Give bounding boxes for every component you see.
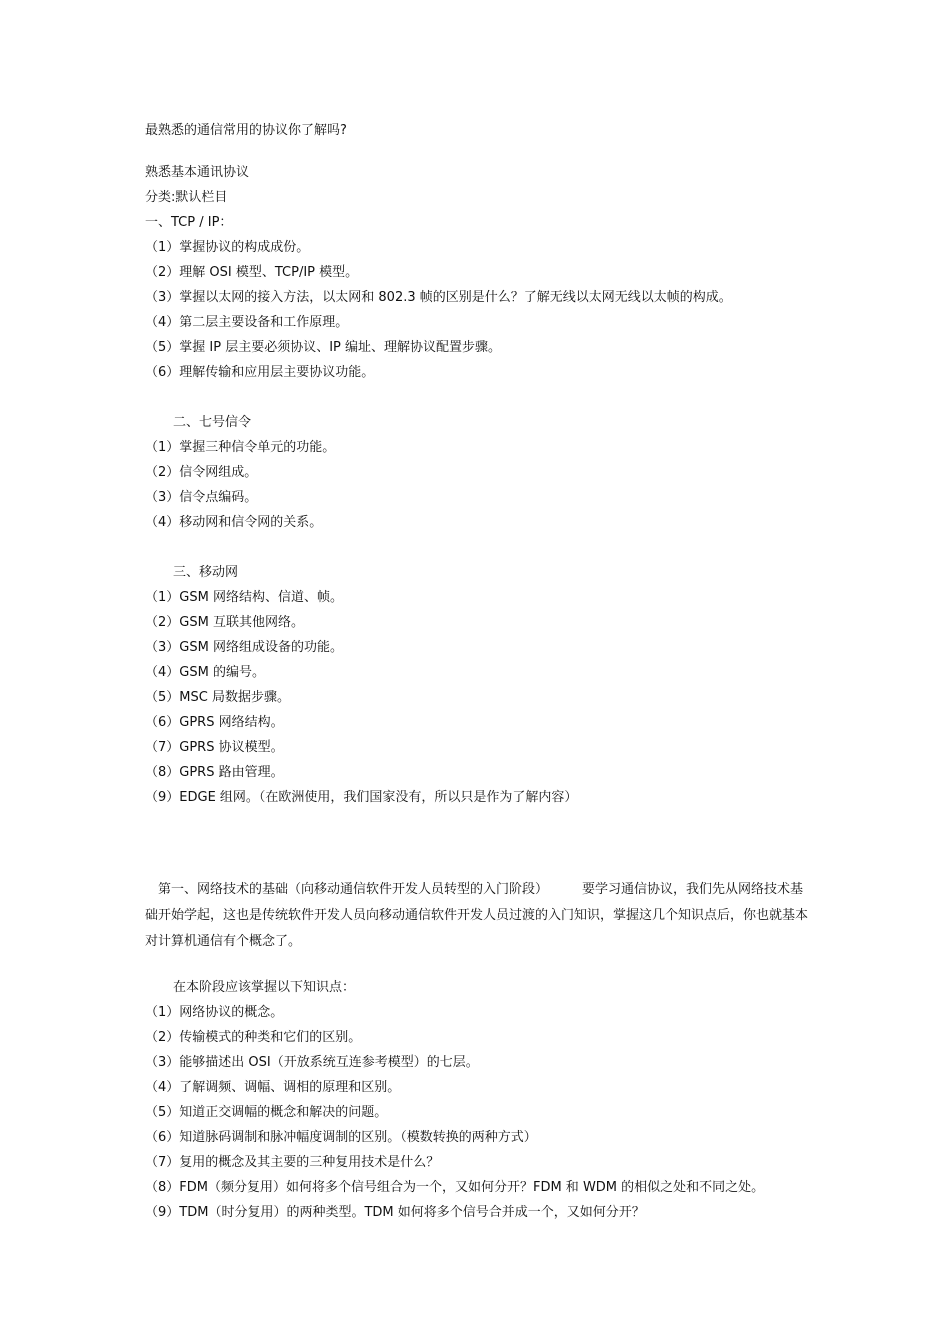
list-item: （6）GPRS 网络结构。 [145,715,284,730]
list-item: （3）信令点编码。 [145,490,258,505]
list-item: （6）理解传输和应用层主要协议功能。 [145,365,375,380]
document-subtitle: 熟悉基本通讯协议 [145,165,250,180]
paragraph-body: 要学习通信协议，我们先从网络技术基础开始学起，这也是传统软件开发人员向移动通信软件开发人员过渡的入门知识，掌握这几个知识点后，你也就基本对计算机通信有个概念了。 [145,882,809,949]
list-item: （4）移动网和信令网的关系。 [145,515,323,530]
list-item: （3）能够描述出 OSI（开放系统互连参考模型）的七层。 [145,1055,479,1070]
paragraph-lead: 第一、网络技术的基础（向移动通信软件开发人员转型的入门阶段） [158,882,549,897]
list-item: （1）网络协议的概念。 [145,1005,284,1020]
list-item: （2）理解 OSI 模型、TCP/IP 模型。 [145,265,359,280]
section-heading-tcpip: 一、TCP / IP： [145,215,233,230]
list-item: （5）MSC 局数据步骤。 [145,690,290,705]
list-item: （7）GPRS 协议模型。 [145,740,284,755]
list-item: （3）掌握以太网的接入方法，以太网和 802.3 帧的区别是什么？了解无线以太网无线以太帧的构成。 [145,290,732,305]
intro-paragraph [145,877,809,955]
spacer [145,535,815,560]
list-item: （2）信令网组成。 [145,465,258,480]
list-item: （1）掌握协议的构成成份。 [145,240,310,255]
list-item: （9）TDM（时分复用）的两种类型。TDM 如何将多个信号合并成一个，又如何分开？ [145,1205,645,1220]
list-item: （2）GSM 互联其他网络。 [145,615,304,630]
list-item: （6）知道脉码调制和脉冲幅度调制的区别。（模数转换的两种方式） [145,1130,537,1145]
document-page [145,118,815,1225]
list-item: （8）GPRS 路由管理。 [145,765,284,780]
list-item: （5）知道正交调幅的概念和解决的问题。 [145,1105,388,1120]
list-item: （1）掌握三种信令单元的功能。 [145,440,336,455]
knowledge-intro: 在本阶段应该掌握以下知识点： [173,980,356,995]
list-item: （2）传输模式的种类和它们的区别。 [145,1030,362,1045]
list-item: （9）EDGE 组网。（在欧洲使用，我们国家没有，所以只是作为了解内容） [145,790,578,805]
section-heading-ss7: 二、七号信令 [173,415,252,430]
list-item: （4）第二层主要设备和工作原理。 [145,315,349,330]
list-item: （5）掌握 IP 层主要必须协议、IP 编址、理解协议配置步骤。 [145,340,502,355]
list-item: （3）GSM 网络组成设备的功能。 [145,640,343,655]
list-item: （8）FDM（频分复用）如何将多个信号组合为一个，又如何分开？FDM 和 WDM 的相似之处和不同之处。 [145,1180,765,1195]
list-item: （4）GSM 的编号。 [145,665,265,680]
spacer [145,385,815,410]
document-category: 分类:默认栏目 [145,190,228,205]
list-item: （4）了解调频、调幅、调相的原理和区别。 [145,1080,401,1095]
spacer [145,810,815,877]
list-item: （7）复用的概念及其主要的三种复用技术是什么？ [145,1155,440,1170]
list-item: （1）GSM 网络结构、信道、帧。 [145,590,343,605]
document-title: 最熟悉的通信常用的协议你了解吗? [145,123,347,138]
section-heading-mobile: 三、移动网 [173,565,239,580]
